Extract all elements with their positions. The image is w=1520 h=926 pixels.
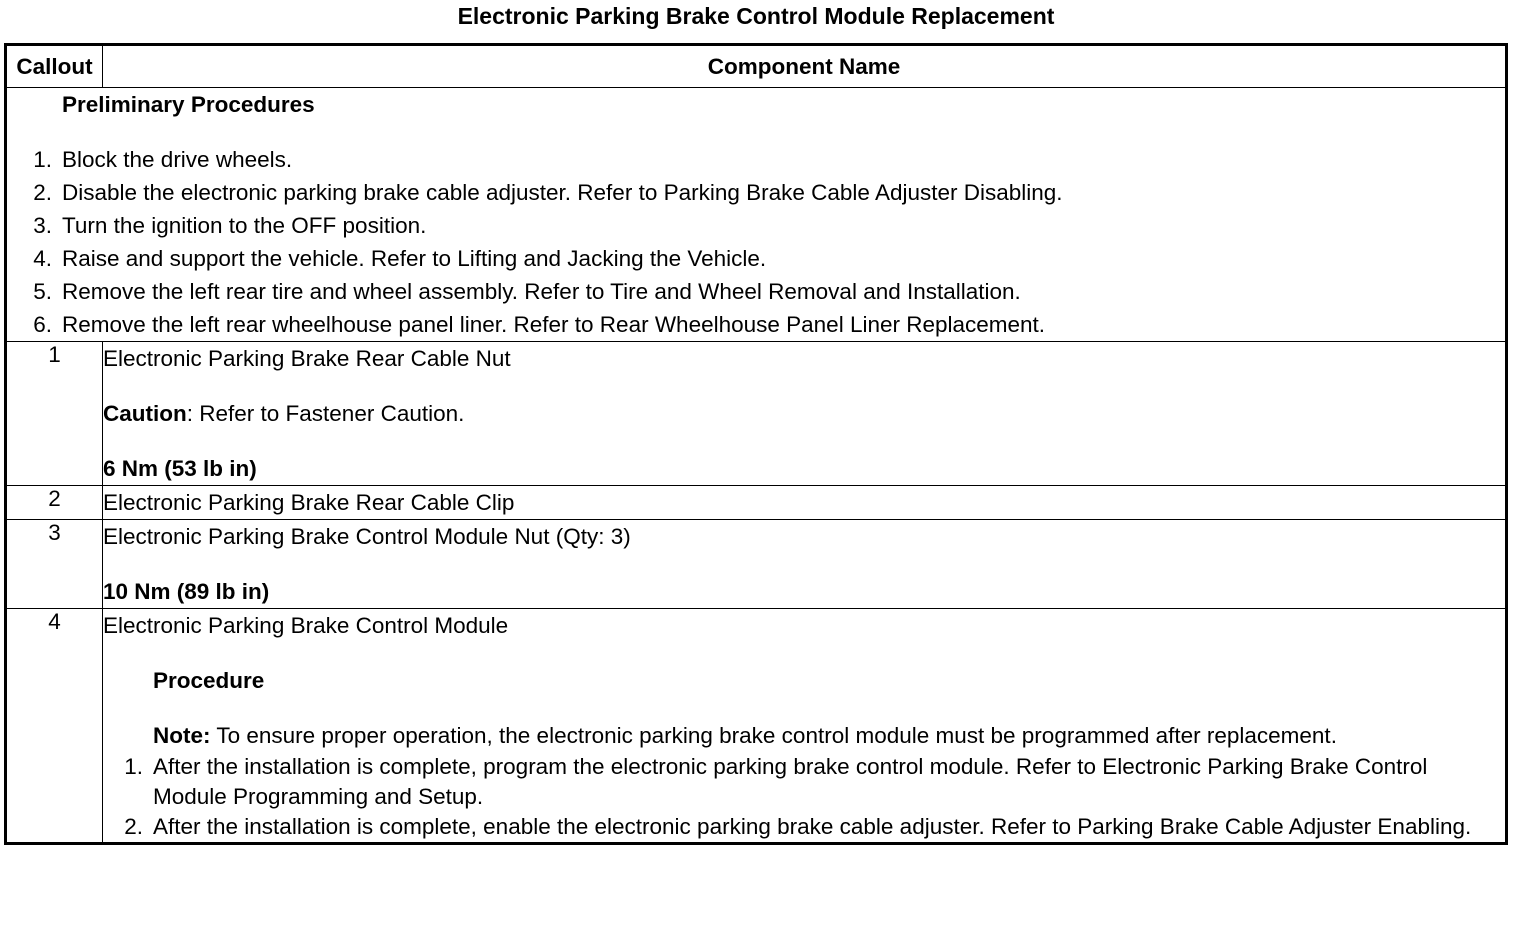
component-name-column-header: Component Name	[103, 45, 1507, 88]
step-number: 1.	[33, 147, 52, 172]
preliminary-step	[7, 275, 1505, 308]
component-cell	[103, 609, 1507, 844]
component-cell	[103, 486, 1507, 520]
step-text: Raise and support the vehicle. Refer to Lifting and Jacking the Vehicle.	[62, 246, 767, 271]
preliminary-procedures	[6, 88, 1507, 342]
step-text: Remove the left rear tire and wheel assembly. Refer to Tire and Wheel Removal and Installation.	[62, 279, 1021, 304]
preliminary-step	[7, 242, 1505, 275]
component-table	[4, 43, 1508, 845]
step-number: 2.	[33, 180, 52, 205]
component-name: Electronic Parking Brake Control Module	[103, 613, 509, 638]
caution-label: Caution	[103, 401, 187, 426]
callout-cell: 2	[6, 486, 103, 520]
caution-line	[103, 397, 1505, 430]
callout-cell: 4	[6, 609, 103, 844]
component-cell	[103, 342, 1507, 486]
note-text: To ensure proper operation, the electronic parking brake control module must be programmed after replacement.	[210, 723, 1337, 748]
callout-cell: 1	[6, 342, 103, 486]
step-number: 1.	[124, 754, 143, 779]
step-number: 3.	[33, 213, 52, 238]
step-text: Remove the left rear wheelhouse panel liner. Refer to Rear Wheelhouse Panel Liner Replacement.	[62, 312, 1046, 337]
procedure-step	[103, 812, 1505, 842]
step-number: 4.	[33, 246, 52, 271]
step-number: 6.	[33, 312, 52, 337]
preliminary-heading: Preliminary Procedures	[62, 92, 315, 117]
component-name: Electronic Parking Brake Rear Cable Clip	[103, 490, 515, 515]
preliminary-row	[6, 88, 1507, 342]
table-row	[6, 486, 1507, 520]
step-number: 5.	[33, 279, 52, 304]
torque-spec: 6 Nm (53 lb in)	[103, 456, 257, 481]
component-name: Electronic Parking Brake Control Module Nut (Qty: 3)	[103, 524, 631, 549]
table-header-row	[6, 45, 1507, 88]
preliminary-step	[7, 209, 1505, 242]
preliminary-step	[7, 143, 1505, 176]
torque-spec: 10 Nm (89 lb in)	[103, 579, 270, 604]
note-label: Note:	[153, 723, 211, 748]
step-text: Turn the ignition to the OFF position.	[62, 213, 427, 238]
table-row	[6, 342, 1507, 486]
component-name: Electronic Parking Brake Rear Cable Nut	[103, 346, 511, 371]
callout-column-header: Callout	[6, 45, 103, 88]
step-text: Disable the electronic parking brake cable adjuster. Refer to Parking Brake Cable Adjuster Disabling.	[62, 180, 1063, 205]
step-text: After the installation is complete, program the electronic parking brake control module. Refer to Electronic Parking Brake Control Module Programming and Setup.	[153, 754, 1428, 809]
note-line	[103, 719, 1505, 752]
page-title: Electronic Parking Brake Control Module Replacement	[457, 3, 1055, 29]
caution-text: : Refer to Fastener Caution.	[186, 401, 465, 426]
preliminary-step	[7, 176, 1505, 209]
callout-cell: 3	[6, 520, 103, 609]
step-number: 2.	[124, 814, 143, 839]
procedure-heading: Procedure	[153, 668, 265, 693]
step-text: After the installation is complete, enable the electronic parking brake cable adjuster. Refer to Parking Brake Cable Adjuster Enabling.	[153, 814, 1472, 839]
step-text: Block the drive wheels.	[62, 147, 293, 172]
procedure-step	[103, 752, 1505, 812]
component-cell	[103, 520, 1507, 609]
table-row	[6, 520, 1507, 609]
preliminary-step	[7, 308, 1505, 341]
table-row	[6, 609, 1507, 844]
